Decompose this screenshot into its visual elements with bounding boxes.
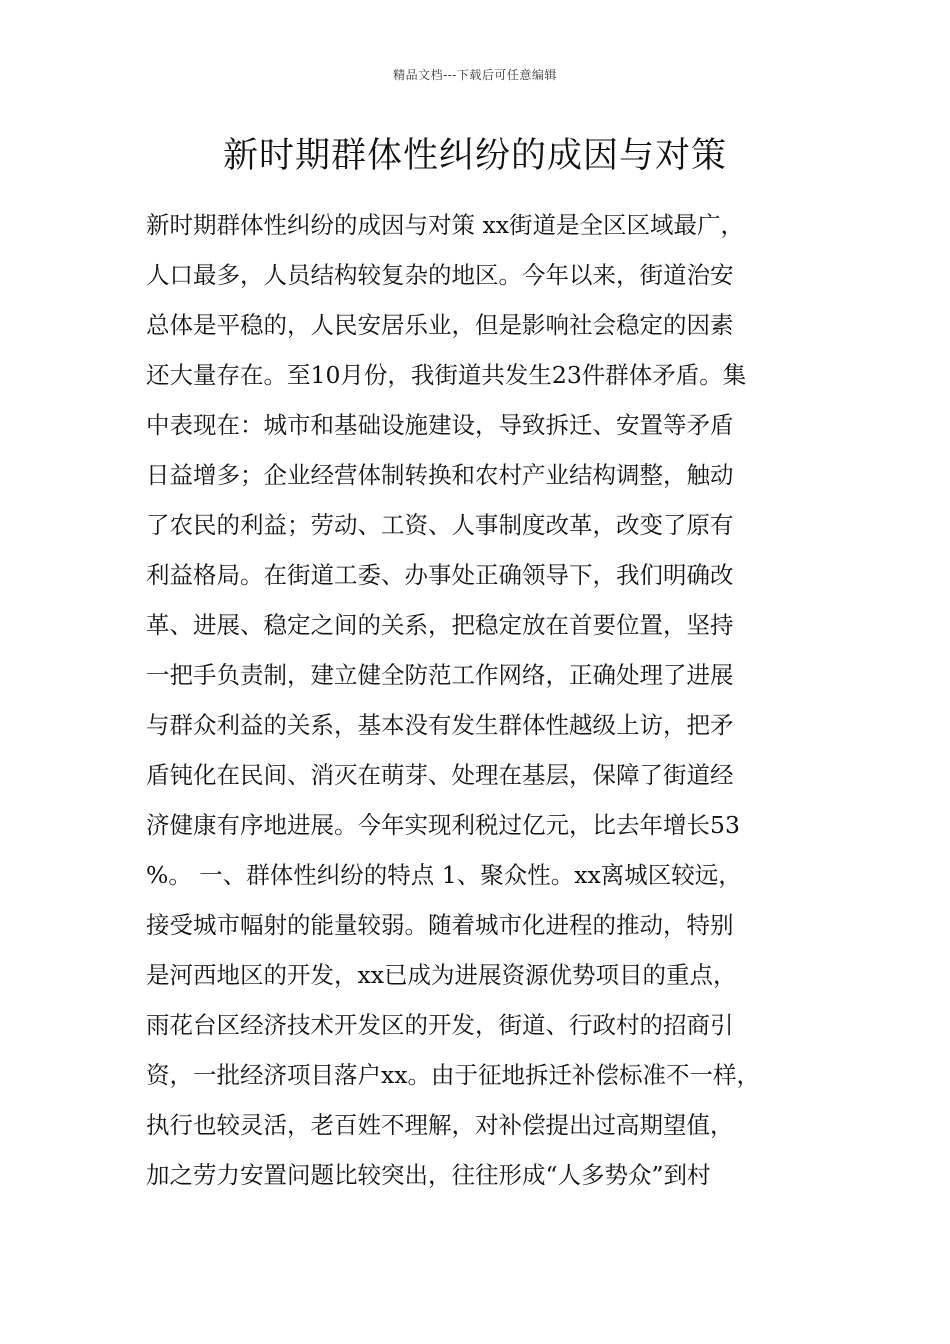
body-line: 执行也较灵活，老百姓不理解，对补偿提出过高期望值，: [146, 1111, 734, 1139]
body-line: 雨花台区经济技术开发区的开发，街道、行政村的招商引: [146, 1011, 734, 1039]
body-line: 与群众利益的关系，基本没有发生群体性越级上访，把矛: [146, 711, 734, 739]
body-line: 加之劳力安置问题比较突出，往往形成“人多势众”到村: [146, 1161, 711, 1189]
body-line: 是河西地区的开发，xx已成为进展资源优势项目的重点，: [146, 961, 737, 989]
body-line: 人口最多，人员结构较复杂的地区。今年以来，街道治安: [146, 261, 734, 289]
body-line: 资，一批经济项目落户xx。由于征地拆迁补偿标准不一样，: [146, 1061, 761, 1089]
document-title: 新时期群体性纠纷的成因与对策: [222, 136, 727, 176]
body-line: 总体是平稳的，人民安居乐业，但是影响社会稳定的因素: [146, 311, 734, 339]
header-note: 精品文档---下载后可任意编辑: [393, 68, 557, 82]
body-line: 利益格局。在街道工委、办事处正确领导下，我们明确改: [146, 561, 734, 589]
body-line: 一把手负责制，建立健全防范工作网络，正确处理了进展: [146, 661, 734, 689]
body-line: 中表现在：城市和基础设施建设，导致拆迁、安置等矛盾: [146, 411, 734, 439]
body-line: 盾钝化在民间、消灭在萌芽、处理在基层，保障了街道经: [146, 761, 734, 789]
body-line: 济健康有序地进展。今年实现利税过亿元，比去年增长53: [146, 811, 740, 839]
body-line: 革、进展、稳定之间的关系，把稳定放在首要位置，坚持: [146, 611, 734, 639]
body-line: 了农民的利益；劳动、工资、人事制度改革，改变了原有: [146, 511, 734, 539]
body-text: [146, 200, 836, 1200]
body-line: 日益增多；企业经营体制转换和农村产业结构调整，触动: [146, 461, 734, 489]
body-line: 还大量存在。至10月份，我街道共发生23件群体矛盾。集: [146, 361, 747, 389]
body-line: 接受城市幅射的能量较弱。随着城市化进程的推动，特别: [146, 911, 734, 939]
body-line: 新时期群体性纠纷的成因与对策 xx街道是全区区域最广，: [146, 211, 744, 239]
body-line: %。 一、群体性纠纷的特点 1、聚众性。xx离城区较远，: [146, 861, 742, 889]
